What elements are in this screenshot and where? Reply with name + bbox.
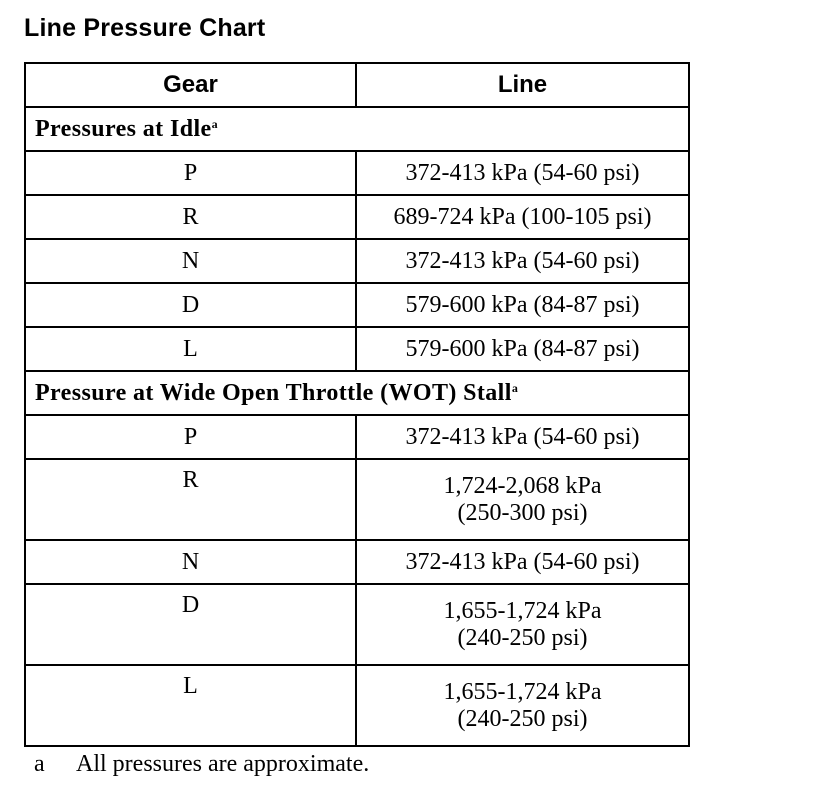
line-pressure-cell xyxy=(356,459,689,540)
header-row xyxy=(25,63,689,107)
footnote-mark: a xyxy=(211,116,218,131)
line-pressure-cell: 372-413 kPa (54-60 psi) xyxy=(356,540,689,584)
footnote-mark: a xyxy=(511,380,519,395)
gear-column-header: Gear xyxy=(25,63,356,107)
table-row xyxy=(25,195,689,239)
line-pressure-table xyxy=(24,62,690,747)
gear-cell: R xyxy=(25,195,356,239)
pressure-psi: (250-300 psi) xyxy=(457,499,588,526)
gear-cell: D xyxy=(25,283,356,327)
line-pressure-cell: 372-413 kPa (54-60 psi) xyxy=(356,239,689,283)
footnote-text: All pressures are approximate. xyxy=(76,751,370,777)
line-pressure-cell: 579-600 kPa (84-87 psi) xyxy=(356,283,689,327)
gear-cell: R xyxy=(25,459,356,540)
pressure-kpa: 1,655-1,724 kPa xyxy=(443,678,602,705)
line-pressure-cell xyxy=(356,665,689,746)
line-pressure-cell xyxy=(356,584,689,665)
section-row-wot-stall xyxy=(25,371,689,415)
table-row xyxy=(25,239,689,283)
table-row xyxy=(25,540,689,584)
gear-cell: L xyxy=(25,327,356,371)
gear-cell: L xyxy=(25,665,356,746)
section-label-wot-stall xyxy=(25,371,689,415)
table-row xyxy=(25,584,689,665)
line-pressure-cell: 372-413 kPa (54-60 psi) xyxy=(356,151,689,195)
line-pressure-cell: 372-413 kPa (54-60 psi) xyxy=(356,415,689,459)
gear-cell: N xyxy=(25,239,356,283)
section-label-idle xyxy=(25,107,689,151)
footnote xyxy=(34,751,369,778)
pressure-kpa: 1,655-1,724 kPa xyxy=(443,597,602,624)
pressure-psi: (240-250 psi) xyxy=(457,624,588,651)
chart-title: Line Pressure Chart xyxy=(24,14,266,42)
table-row xyxy=(25,327,689,371)
gear-cell: P xyxy=(25,151,356,195)
table-row xyxy=(25,665,689,746)
section-title: Pressures at Idle xyxy=(35,115,212,142)
table-row xyxy=(25,415,689,459)
line-column-header: Line xyxy=(356,63,689,107)
pressure-kpa: 1,724-2,068 kPa xyxy=(443,472,602,499)
section-row-idle xyxy=(25,107,689,151)
line-pressure-cell: 579-600 kPa (84-87 psi) xyxy=(356,327,689,371)
gear-cell: D xyxy=(25,584,356,665)
section-title: Pressure at Wide Open Throttle (WOT) Stall xyxy=(35,379,512,406)
gear-cell: P xyxy=(25,415,356,459)
table-row xyxy=(25,459,689,540)
pressure-psi: (240-250 psi) xyxy=(457,705,588,732)
gear-cell: N xyxy=(25,540,356,584)
line-pressure-cell: 689-724 kPa (100-105 psi) xyxy=(356,195,689,239)
footnote-marker: a xyxy=(34,751,45,777)
table-row xyxy=(25,283,689,327)
table-row xyxy=(25,151,689,195)
